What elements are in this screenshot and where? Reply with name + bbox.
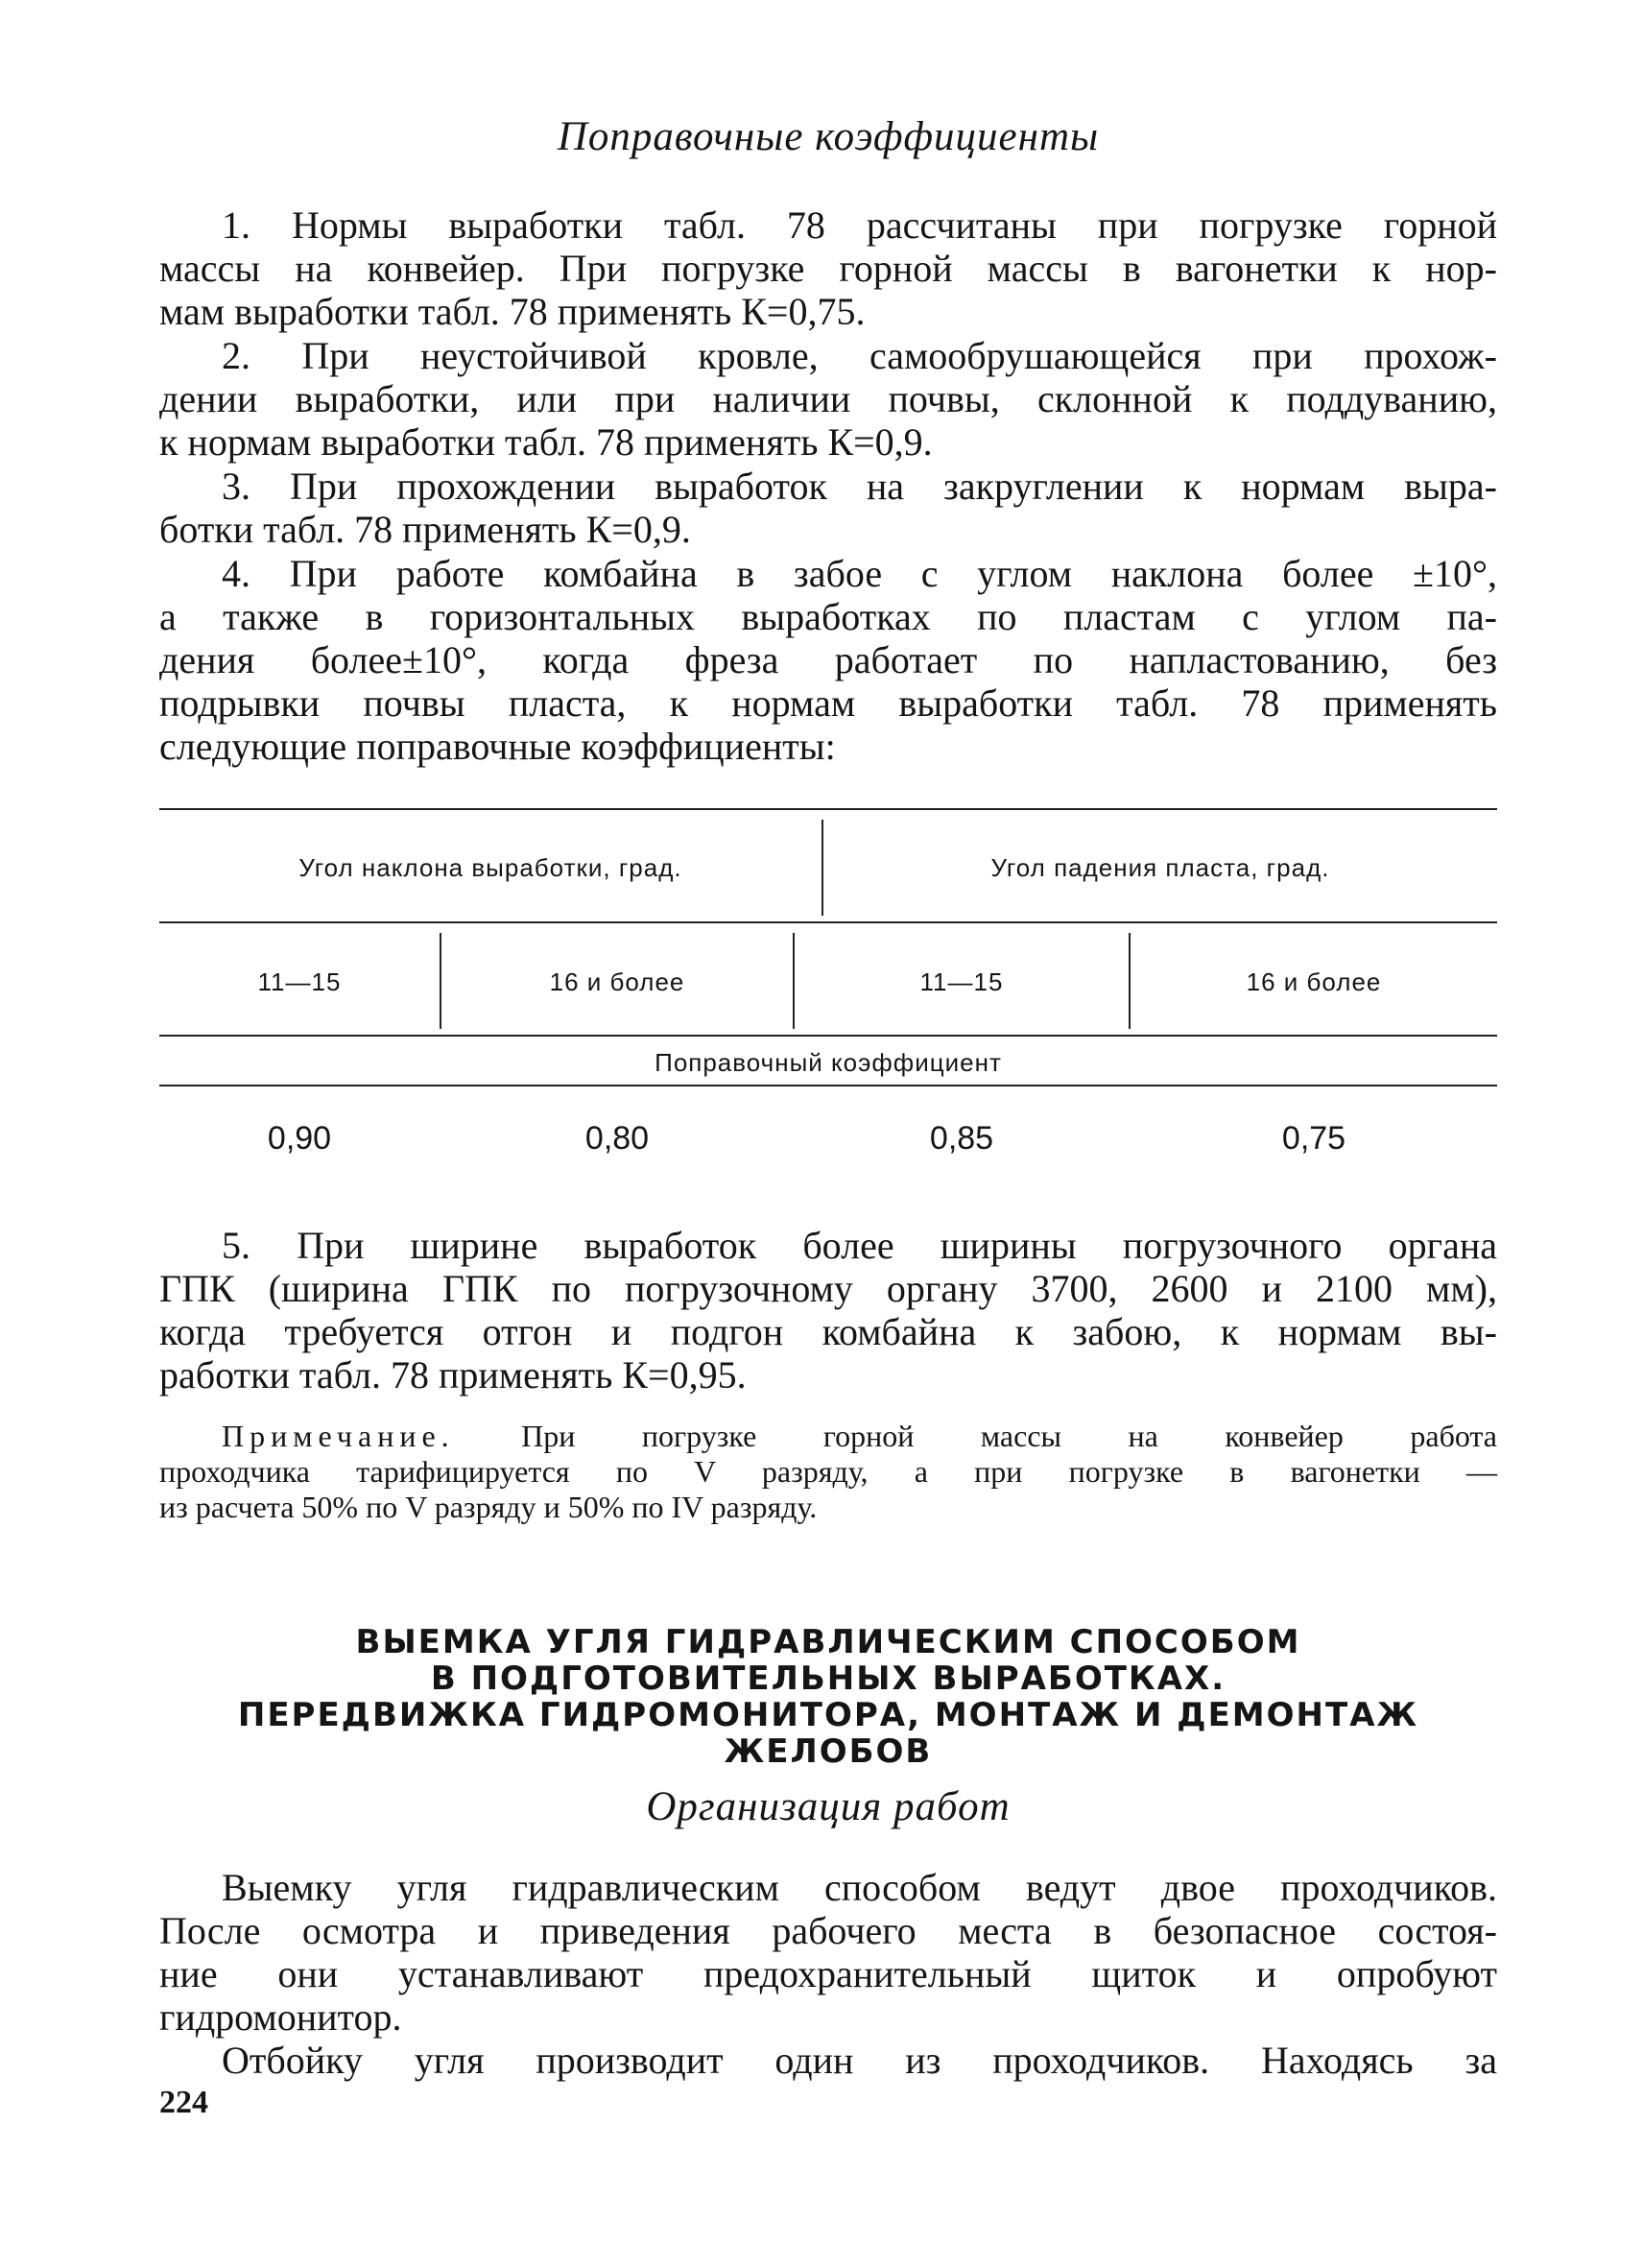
note-label: Примечание.: [222, 1419, 455, 1453]
paragraph-item-3: [159, 465, 1497, 551]
paragraph-item-1: [159, 203, 1497, 333]
footnote: [159, 1419, 1497, 1525]
section-heading-corrections: Поправочные коэффициенты: [557, 114, 1100, 159]
text-line: 4. При работе комбайна в забое с углом наклона более ±10°,: [222, 552, 1497, 595]
subheader-col-3: 11—15: [919, 967, 1004, 996]
correction-table: [159, 808, 1497, 1173]
coefficient-label: Поправочный коэффициент: [655, 1048, 1002, 1077]
table-rule: [159, 1035, 1497, 1037]
note-line: [159, 1419, 1497, 1454]
text-line: когда требуется отгон и подгон комбайна к забою, к нормам вы-: [159, 1310, 1497, 1353]
text-line: мам выработки табл. 78 применять К=0,75.: [159, 290, 866, 333]
text-line: к нормам выработки табл. 78 применять К=0,9.: [159, 420, 933, 464]
table-rule: [159, 1085, 1497, 1086]
header-incline-angle: Угол наклона выработки, град.: [298, 853, 682, 882]
text-line: Отбойку угля производит один из проходчиков. Находясь за: [222, 2039, 1497, 2082]
section-title: [159, 1624, 1497, 1770]
paragraph-organization-1: [159, 1866, 1497, 2039]
title-line: В ПОДГОТОВИТЕЛЬНЫХ ВЫРАБОТКАХ.: [430, 1659, 1226, 1698]
text-line: 3. При прохождении выработок на закруглении к нормам выра-: [222, 465, 1497, 508]
note-line: из расчета 50% по V разряду и 50% по IV разряду.: [159, 1490, 818, 1524]
title-line: ПЕРЕДВИЖКА ГИДРОМОНИТОРА, МОНТАЖ И ДЕМОНТАЖ ЖЕЛОБОВ: [237, 1696, 1419, 1771]
paragraph-item-5: [159, 1224, 1497, 1397]
subheading-work-organization: Организация работ: [646, 1784, 1011, 1829]
text-line: гидромонитор.: [159, 1995, 402, 2039]
subheader-col-1: 11—15: [257, 967, 342, 996]
subheader-col-2: 16 и более: [549, 967, 685, 996]
subheader-col-4: 16 и более: [1246, 967, 1382, 996]
text-line: Выемку угля гидравлическим способом ведут двое проходчиков.: [222, 1866, 1497, 1909]
paragraph-item-2: [159, 334, 1497, 464]
text-line: ГПК (ширина ГПК по погрузочному органу 3700, 2600 и 2100 мм),: [159, 1267, 1497, 1310]
text-line: работки табл. 78 применять К=0,95.: [159, 1353, 747, 1397]
text-line: а также в горизонтальных выработках по пластам с углом па-: [159, 595, 1497, 638]
text-line: После осмотра и приведения рабочего места в безопасное состоя-: [159, 1909, 1497, 1952]
text-line: массы на конвейер. При погрузке горной массы в вагонетки к нор-: [159, 247, 1497, 290]
note-line: проходчика тарифицируется по V разряду, а при погрузке в вагонетки —: [159, 1454, 1497, 1489]
value-col-2: 0,80: [584, 1120, 650, 1157]
value-col-3: 0,85: [929, 1120, 994, 1157]
table-rule: [159, 808, 1497, 810]
text-line: подрывки почвы пласта, к нормам выработки табл. 78 применять: [159, 681, 1497, 725]
text-line: ние они устанавливают предохранительный щиток и опробуют: [159, 1952, 1497, 1995]
text-line: следующие поправочные коэффициенты:: [159, 725, 836, 768]
text-line: 1. Нормы выработки табл. 78 рассчитаны при погрузке горной: [222, 203, 1497, 247]
note-text: При погрузке горной массы на конвейер работа: [521, 1419, 1498, 1453]
text-line: дении выработки, или при наличии почвы, склонной к поддуванию,: [159, 377, 1497, 420]
table-rule: [159, 921, 1497, 923]
value-col-1: 0,90: [267, 1120, 332, 1157]
paragraph-item-4: [159, 552, 1497, 768]
header-dip-angle: Угол падения пласта, град.: [990, 853, 1330, 882]
text-line: ботки табл. 78 применять К=0,9.: [159, 508, 691, 551]
page-number: 224: [159, 2085, 208, 2120]
text-line: 5. При ширине выработок более ширины погрузочного органа: [222, 1224, 1497, 1267]
text-line: дения более±10°, когда фреза работает по напластованию, без: [159, 638, 1497, 681]
title-line: ВЫЕМКА УГЛЯ ГИДРАВЛИЧЕСКИМ СПОСОБОМ: [355, 1623, 1301, 1661]
text-line: 2. При неустойчивой кровле, самообрушающейся при прохож-: [222, 334, 1497, 377]
value-col-4: 0,75: [1281, 1120, 1346, 1157]
paragraph-organization-2: [159, 2039, 1497, 2082]
